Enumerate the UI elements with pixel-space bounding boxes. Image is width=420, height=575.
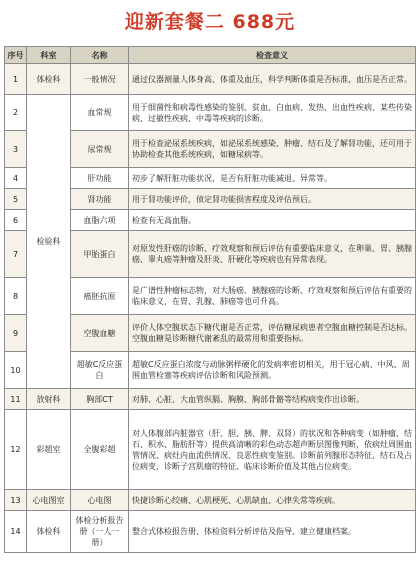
row-no: 10 xyxy=(5,352,27,389)
table-header-row xyxy=(5,47,416,64)
row-meaning: 通过仪器测量人体身高、体重及血压，科学判断体重是否标准、血压是否正常。 xyxy=(129,64,416,95)
row-no: 6 xyxy=(5,210,27,231)
table-row xyxy=(5,95,416,131)
row-dept: 体检科 xyxy=(27,64,71,95)
header-name: 名称 xyxy=(71,47,129,64)
header-no: 序号 xyxy=(5,47,27,64)
row-name: 全腹彩超 xyxy=(71,410,129,490)
page-title: 迎新套餐二 688元 xyxy=(124,11,296,33)
row-meaning: 超敏C反应蛋白浓度与动脉粥样硬化的发病率密切相关，用于冠心病、中风、周围血管栓塞等疾病评估诊断和风险预测。 xyxy=(129,352,416,389)
row-no: 8 xyxy=(5,278,27,315)
row-name: 胸部CT xyxy=(71,389,129,410)
table-row xyxy=(5,389,416,410)
table-row xyxy=(5,410,416,490)
table-row xyxy=(5,64,416,95)
table-row xyxy=(5,490,416,511)
row-meaning: 整合式体检报告册、体检资料分析评估及指导、建立健康档案。 xyxy=(129,511,416,553)
row-no: 3 xyxy=(5,131,27,168)
row-name: 尿常规 xyxy=(71,131,129,168)
header-meaning: 检查意义 xyxy=(129,47,416,64)
row-meaning: 用于检查泌尿系统疾病，如泌尿系统感染、肿瘤、结石及了解肾功能，还可用于协助检查其他系统疾病，如糖尿病等。 xyxy=(129,131,416,168)
row-name: 血脂六项 xyxy=(71,210,129,231)
row-name: 肝功能 xyxy=(71,168,129,189)
row-no: 4 xyxy=(5,168,27,189)
row-meaning: 是广谱性肿瘤标志物，对大肠癌、胰腺癌的诊断、疗效观察和预后评估有重要的临床意义，在胃、乳腺、肺癌等也可升高。 xyxy=(129,278,416,315)
row-name: 肾功能 xyxy=(71,189,129,210)
row-no: 5 xyxy=(5,189,27,210)
row-meaning: 快捷诊断心绞痛、心肌梗死、心肌缺血、心律失常等疾病。 xyxy=(129,490,416,511)
row-name: 超敏C反应蛋白 xyxy=(71,352,129,389)
row-no: 11 xyxy=(5,389,27,410)
table-row xyxy=(5,511,416,553)
row-dept: 检验科 xyxy=(27,95,71,389)
row-meaning: 对肺、心脏、大血管纵膈、胸膜、胸部骨骼等结构病变作出诊断。 xyxy=(129,389,416,410)
row-meaning: 初步了解肝脏功能状况，是否有肝脏功能减退、异常等。 xyxy=(129,168,416,189)
row-name: 空腹血糖 xyxy=(71,315,129,352)
package-table xyxy=(4,46,416,553)
row-name: 癌胚抗原 xyxy=(71,278,129,315)
row-no: 1 xyxy=(5,64,27,95)
row-no: 13 xyxy=(5,490,27,511)
row-name: 心电图 xyxy=(71,490,129,511)
row-meaning: 对人体腹部内脏器官（肝、胆、胰、脾、双肾）的状况和各种病变（如肿瘤、结石、积水、脂肪肝等）提供高清晰的彩色动态超声断层图像判断，依病灶周围血管情况、病灶内血流供情况、良恶性病变鉴别。诊断前列腺形态特征、结石及占位病变，诊断子宫肌瘤的特征、临床诊断价值及其他占位病变。 xyxy=(129,410,416,490)
row-no: 2 xyxy=(5,95,27,131)
row-no: 14 xyxy=(5,511,27,553)
row-meaning: 对原发性肝癌的诊断、疗效观察和预后评估有重要临床意义，在卵巢、胃、胰腺癌、睾丸癌等肿瘤及肝炎、肝硬化等疾病也有异常表现。 xyxy=(129,231,416,278)
row-meaning: 用于细菌性和病毒性感染的鉴别、贫血、白血病、发热、出血性疾病、某些传染病、过敏性疾病、中毒等疾病的诊断。 xyxy=(129,95,416,131)
row-dept: 放射科 xyxy=(27,389,71,410)
row-name: 一般情况 xyxy=(71,64,129,95)
row-meaning: 评价人体空腹状态下糖代谢是否正常，评估糖尿病患者空腹血糖控制是否达标。空腹血糖是诊断糖代谢紊乱的最常用和重要指标。 xyxy=(129,315,416,352)
row-name: 血常规 xyxy=(71,95,129,131)
row-name: 甲胎蛋白 xyxy=(71,231,129,278)
row-no: 7 xyxy=(5,231,27,278)
row-meaning: 用于肾功能评价，侦定肾功能损害程度及评估预后。 xyxy=(129,189,416,210)
row-dept: 体检科 xyxy=(27,511,71,553)
row-no: 12 xyxy=(5,410,27,490)
row-dept: 彩超室 xyxy=(27,410,71,490)
row-name: 体检分析报告册（一人一册） xyxy=(71,511,129,553)
row-meaning: 检查有无高血脂。 xyxy=(129,210,416,231)
header-dept: 科室 xyxy=(27,47,71,64)
row-no: 9 xyxy=(5,315,27,352)
row-dept: 心电图室 xyxy=(27,490,71,511)
